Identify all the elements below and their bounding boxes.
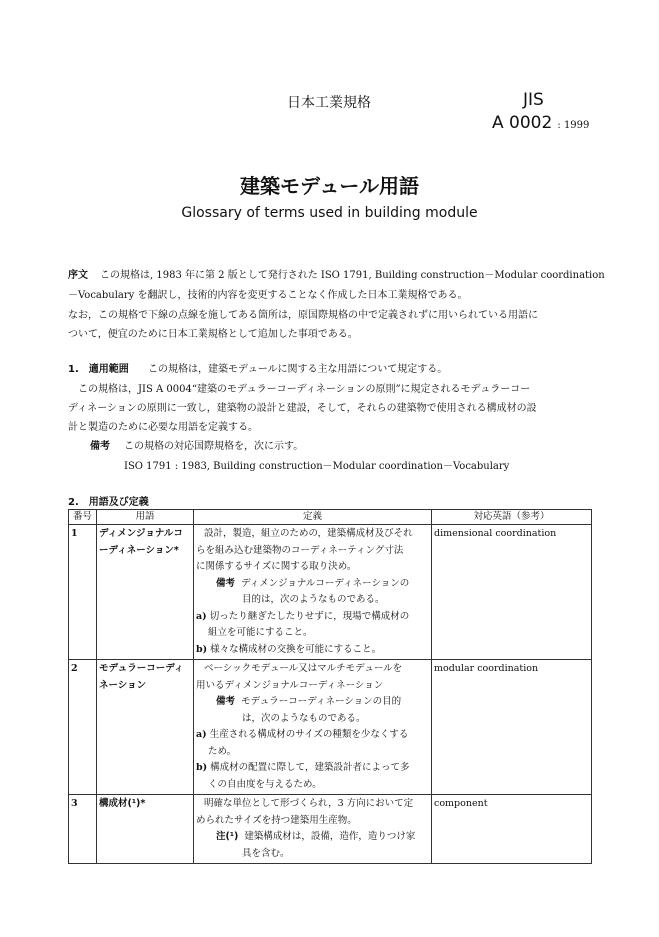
term-definition xyxy=(194,795,432,864)
definition-line: 明確な単位として形づくられ，3 方向において定 xyxy=(204,798,414,809)
item-marker: a) xyxy=(196,610,207,622)
preface-label: 序文 xyxy=(68,270,88,281)
standard-org: 日本工業規格 xyxy=(287,95,371,111)
note-line: 具を含む。 xyxy=(242,847,290,859)
term-line: ーディネーション* xyxy=(99,544,179,556)
item-line: 切ったり継ぎたしたりせずに，現場で構成材の xyxy=(209,610,410,622)
term-english: dimensional coordination xyxy=(432,525,592,660)
item-line: 生産される構成材のサイズの種類を少なくする xyxy=(209,729,409,740)
term-english: component xyxy=(432,795,592,864)
standard-number xyxy=(492,113,589,133)
jis-label: JIS xyxy=(523,90,544,110)
item-line: 構成材の配置に際して，建築設計者によって多 xyxy=(210,762,410,773)
section-heading: 1. 適用範囲 xyxy=(68,364,129,375)
remark-line: モデュラーコーディネーションの目的 xyxy=(241,696,402,707)
term-line: モデュラーコーディ xyxy=(99,663,184,674)
column-header: 用語 xyxy=(97,510,194,525)
remark-label: 備考 xyxy=(216,577,236,589)
definition-line: 用いるディメンジョナルコーディネーション xyxy=(196,679,384,691)
iso-reference: ISO 1791 : 1983, Building construction－Modular coordination－Vocabulary xyxy=(124,461,510,472)
term-line: ネーション xyxy=(99,679,147,691)
term-line: 構成材(¹)* xyxy=(99,798,146,809)
scope-line: ディネーションの原則に一致し，建築物の設計と建設，そして，それらの建築物で使用される構成材の設 xyxy=(68,403,537,414)
definition-line: らを組み込む建築物のコーディネーティング寸法 xyxy=(196,544,404,556)
section-heading: 2. 用語及び定義 xyxy=(68,497,149,508)
term-definition xyxy=(194,525,432,660)
term-definition xyxy=(194,660,432,795)
term-name xyxy=(97,525,194,660)
preface-line: この規格は, 1983 年に第 2 版として発行された ISO 1791, Building construction－Modular coordination xyxy=(100,270,605,281)
note-label: 注(¹) xyxy=(216,831,239,842)
table-header xyxy=(69,510,592,525)
column-header: 番号 xyxy=(69,510,97,525)
remark-line: 目的は，次のようなものである。 xyxy=(242,594,385,605)
definition-line: められたサイズを持つ建築用生産物。 xyxy=(196,814,357,826)
table-row xyxy=(69,795,592,864)
item-line: 組立を可能にすること。 xyxy=(208,627,313,638)
terms-table xyxy=(68,509,592,864)
term-english: modular coordination xyxy=(432,660,592,795)
remark-line: ディメンジョナルコーディネーションの xyxy=(241,577,410,589)
scope-line: この規格は，JIS A 0004“建築のモデュラーコーディネーションの原則”に規定されるモデュラーコー xyxy=(78,384,531,395)
item-line: くの自由度を与えるため。 xyxy=(208,778,322,790)
definition-line: ベーシックモデュール又はマルチモデュールを xyxy=(204,663,403,674)
preface-line: なお，この規格で下線の点線を施してある箇所は，原国際規格の中で定義されずに用いられている用語に xyxy=(68,310,538,321)
scope-line: この規格は，建築モデュールに関する主な用語について規定する。 xyxy=(148,364,448,375)
column-header: 定義 xyxy=(194,510,432,525)
term-number: 1 xyxy=(69,525,97,660)
definition-line: に関係するサイズに関する取り決め。 xyxy=(196,561,357,572)
preface-line: －Vocabulary を翻訳し，技術的内容を変更することなく作成した日本工業規格である。 xyxy=(68,290,468,301)
definition-line: 設計，製造，組立のための，建築構成材及びそれ xyxy=(204,528,413,539)
term-name xyxy=(97,660,194,795)
document-title: 建築モデュール用語 xyxy=(240,174,419,198)
remark-label: 備考 xyxy=(216,696,236,707)
column-header: 対応英語（参考） xyxy=(432,510,592,525)
note-line: 建築構成材は，設備，造作，造りつけ家 xyxy=(244,831,416,842)
remark-line: は，次のようなものである。 xyxy=(242,712,366,724)
document-subtitle: Glossary of terms used in building module xyxy=(181,205,478,221)
term-line: ディメンジョナルコ xyxy=(99,528,183,539)
table-row xyxy=(69,660,592,795)
scope-line: 計と製造のために必要な用語を定義する。 xyxy=(68,422,258,433)
standard-year: : 1999 xyxy=(557,120,590,131)
remark-text: この規格の対応国際規格を，次に示す。 xyxy=(124,441,304,452)
table-row xyxy=(69,525,592,660)
preface-line: ついて，便宜のために日本工業規格として追加した事項である。 xyxy=(68,329,358,340)
standard-code: A 0002 xyxy=(492,113,553,133)
item-marker: a) xyxy=(196,729,207,740)
term-number: 2 xyxy=(69,660,97,795)
item-line: ため。 xyxy=(208,745,237,757)
term-number: 3 xyxy=(69,795,97,864)
item-marker: b) xyxy=(196,762,208,773)
item-line: 様々な構成材の交換を可能にすること。 xyxy=(210,643,382,655)
term-name xyxy=(97,795,194,864)
remark-label: 備考 xyxy=(90,441,110,452)
item-marker: b) xyxy=(196,643,208,655)
